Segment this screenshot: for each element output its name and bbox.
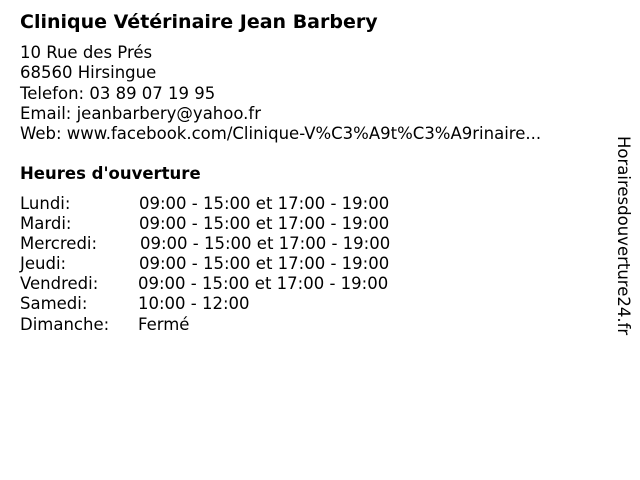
hours-day: Samedi: [20, 294, 88, 314]
web-line: Web: www.facebook.com/Clinique-V%C3%A9t%C3%A9rinaire... [20, 124, 542, 144]
hours-day: Jeudi: [20, 254, 67, 274]
opening-hours-heading: Heures d'ouverture [20, 164, 201, 183]
hours-time: 10:00 - 12:00 [138, 294, 250, 314]
side-brand-text: Horairesdouverture24.fr [614, 136, 633, 336]
city-line: 68560 Hirsingue [20, 63, 157, 83]
hours-day: Dimanche: [20, 314, 110, 334]
hours-time: Fermé [138, 314, 190, 334]
hours-day: Vendredi: [20, 274, 99, 294]
hours-day: Mercredi: [20, 234, 98, 254]
phone-line: Telefon: 03 89 07 19 95 [20, 83, 216, 103]
hours-time: 09:00 - 15:00 et 17:00 - 19:00 [139, 254, 390, 274]
clinic-title: Clinique Vétérinaire Jean Barbery [20, 11, 378, 33]
hours-time: 09:00 - 15:00 et 17:00 - 19:00 [138, 274, 389, 294]
address-block [20, 43, 541, 144]
hours-day: Lundi: [20, 194, 71, 213]
hours-day: Mardi: [20, 214, 72, 234]
hours-time: 09:00 - 15:00 et 17:00 - 19:00 [139, 214, 390, 234]
hours-time: 09:00 - 15:00 et 17:00 - 19:00 [139, 194, 390, 213]
hours-time: 09:00 - 15:00 et 17:00 - 19:00 [140, 234, 391, 254]
side-brand-watermark [611, 136, 633, 376]
street-line: 10 Rue des Prés [20, 43, 153, 62]
email-line: Email: jeanbarbery@yahoo.fr [20, 103, 261, 123]
